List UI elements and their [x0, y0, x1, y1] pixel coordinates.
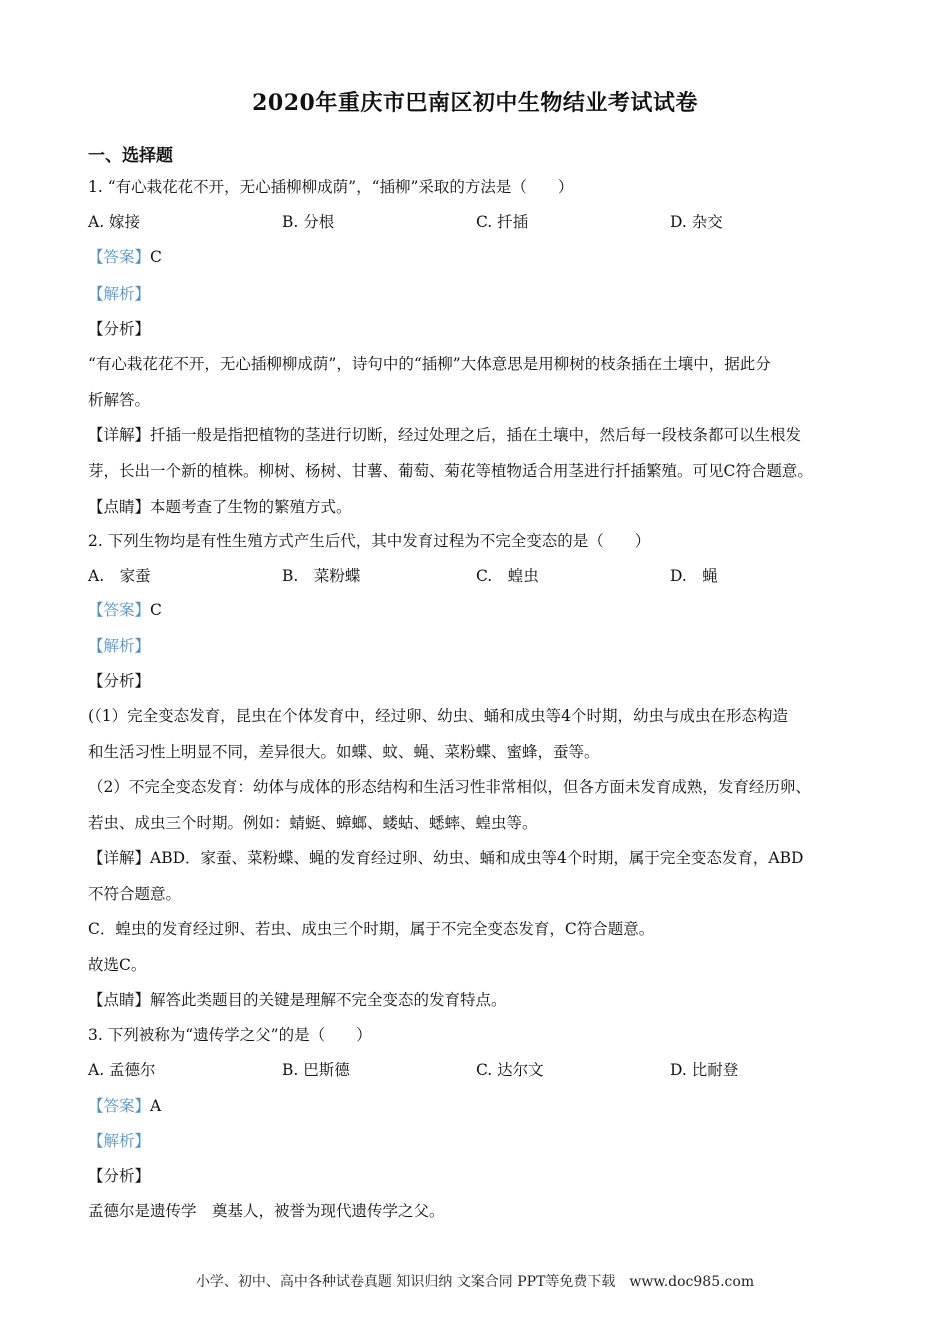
q1-dianjing: 【点睛】本题考查了生物的繁殖方式。 — [88, 498, 352, 516]
answer-value: C — [150, 601, 162, 619]
q1-xiangjie-1: 【详解】扦插一般是指把植物的茎进行切断，经过处理之后，插在土壤中，然后每一段枝条都可以生根发 — [88, 426, 802, 444]
q3-fenxi-tag: 【分析】 — [88, 1167, 151, 1185]
q2-jiexi-tag: 【解析】 — [88, 637, 151, 655]
q1-fenxi-tag: 【分析】 — [88, 320, 151, 338]
q1-xiangjie-2: 芽，长出一个新的植株。柳树、杨树、甘薯、葡萄、菊花等植物适合用茎进行扦插繁殖。可见C符合题意。 — [88, 462, 813, 480]
q1-option-a: A. 嫁接 — [88, 213, 141, 231]
page-footer: 小学、初中、高中各种试卷真题 知识归纳 文案合同 PPT等免费下载 www.doc985.com — [195, 1274, 755, 1290]
q1-jiexi-tag: 【解析】 — [88, 285, 151, 303]
answer-tag: 【答案】 — [88, 601, 151, 619]
question-3-stem: 3. 下列被称为“遗传学之父”的是（ ） — [88, 1026, 372, 1044]
q1-fenxi-text-2: 析解答。 — [88, 391, 151, 409]
q3-option-d: D. 比耐登 — [670, 1061, 739, 1079]
q2-option-b: B. 菜粉蝶 — [282, 567, 361, 585]
q2-fenxi-text-2: 和生活习性上明显不同，差异很大。如蝶、蚊、蝇、菜粉蝶、蜜蜂，蚕等。 — [88, 743, 600, 761]
answer-tag: 【答案】 — [88, 248, 151, 266]
q1-fenxi-text-1: “有心栽花花不开，无心插柳柳成荫”，诗句中的“插柳”大体意思是用柳树的枝条插在土壤中，据此分 — [88, 355, 771, 373]
question-1-stem: 1. “有心栽花花不开，无心插柳柳成荫”，“插柳”采取的方法是（ ） — [88, 178, 574, 196]
question-2-stem: 2. 下列生物均是有性生殖方式产生后代，其中发育过程为不完全变态的是（ ） — [88, 532, 651, 550]
q2-xiangjie-4: 故选C。 — [88, 956, 147, 974]
q2-answer — [88, 599, 162, 621]
section-heading: 一、选择题 — [88, 146, 173, 166]
page-title: 2020年重庆市巴南区初中生物结业考试试卷 — [252, 90, 698, 116]
q3-answer — [88, 1095, 161, 1117]
answer-value: A — [150, 1097, 162, 1115]
q2-xiangjie-3: C．蝗虫的发育经过卵、若虫、成虫三个时期，属于不完全变态发育，C符合题意。 — [88, 920, 655, 938]
q2-fenxi-text-1: (（1）完全变态发育，昆虫在个体发育中，经过卵、幼虫、蛹和成虫等4个时期，幼虫与成虫在形态构造 — [88, 707, 789, 725]
q2-option-c: C. 蝗虫 — [476, 567, 539, 585]
q2-fenxi-text-4: 若虫、成虫三个时期。例如：蜻蜓、蟑螂、蝼蛄、蟋蟀、蝗虫等。 — [88, 814, 538, 832]
q1-option-d: D. 杂交 — [670, 213, 723, 231]
q2-option-a: A. 家蚕 — [88, 567, 151, 585]
q3-option-b: B. 巴斯德 — [282, 1061, 350, 1079]
q2-fenxi-text-3: （2）不完全变态发育：幼体与成体的形态结构和生活习性非常相似，但各方面未发育成熟，发育经历卵、 — [88, 778, 811, 796]
q3-fenxi-text-1: 孟德尔是遗传学 奠基人，被誉为现代遗传学之父。 — [88, 1202, 445, 1220]
q1-answer — [88, 246, 162, 268]
q2-xiangjie-2: 不符合题意。 — [88, 885, 182, 903]
q2-xiangjie-1: 【详解】ABD．家蚕、菜粉蝶、蝇的发育经过卵、幼虫、蛹和成虫等4个时期，属于完全变态发育，ABD — [88, 849, 804, 867]
q2-fenxi-tag: 【分析】 — [88, 672, 151, 690]
q3-option-a: A. 孟德尔 — [88, 1061, 156, 1079]
q3-jiexi-tag: 【解析】 — [88, 1132, 151, 1150]
q2-dianjing: 【点睛】解答此类题目的关键是理解不完全变态的发育特点。 — [88, 991, 507, 1009]
q1-option-c: C. 扦插 — [476, 213, 529, 231]
q2-option-d: D. 蝇 — [670, 567, 718, 585]
q1-option-b: B. 分根 — [282, 213, 335, 231]
answer-value: C — [150, 248, 162, 266]
answer-tag: 【答案】 — [88, 1097, 151, 1115]
q3-option-c: C. 达尔文 — [476, 1061, 544, 1079]
